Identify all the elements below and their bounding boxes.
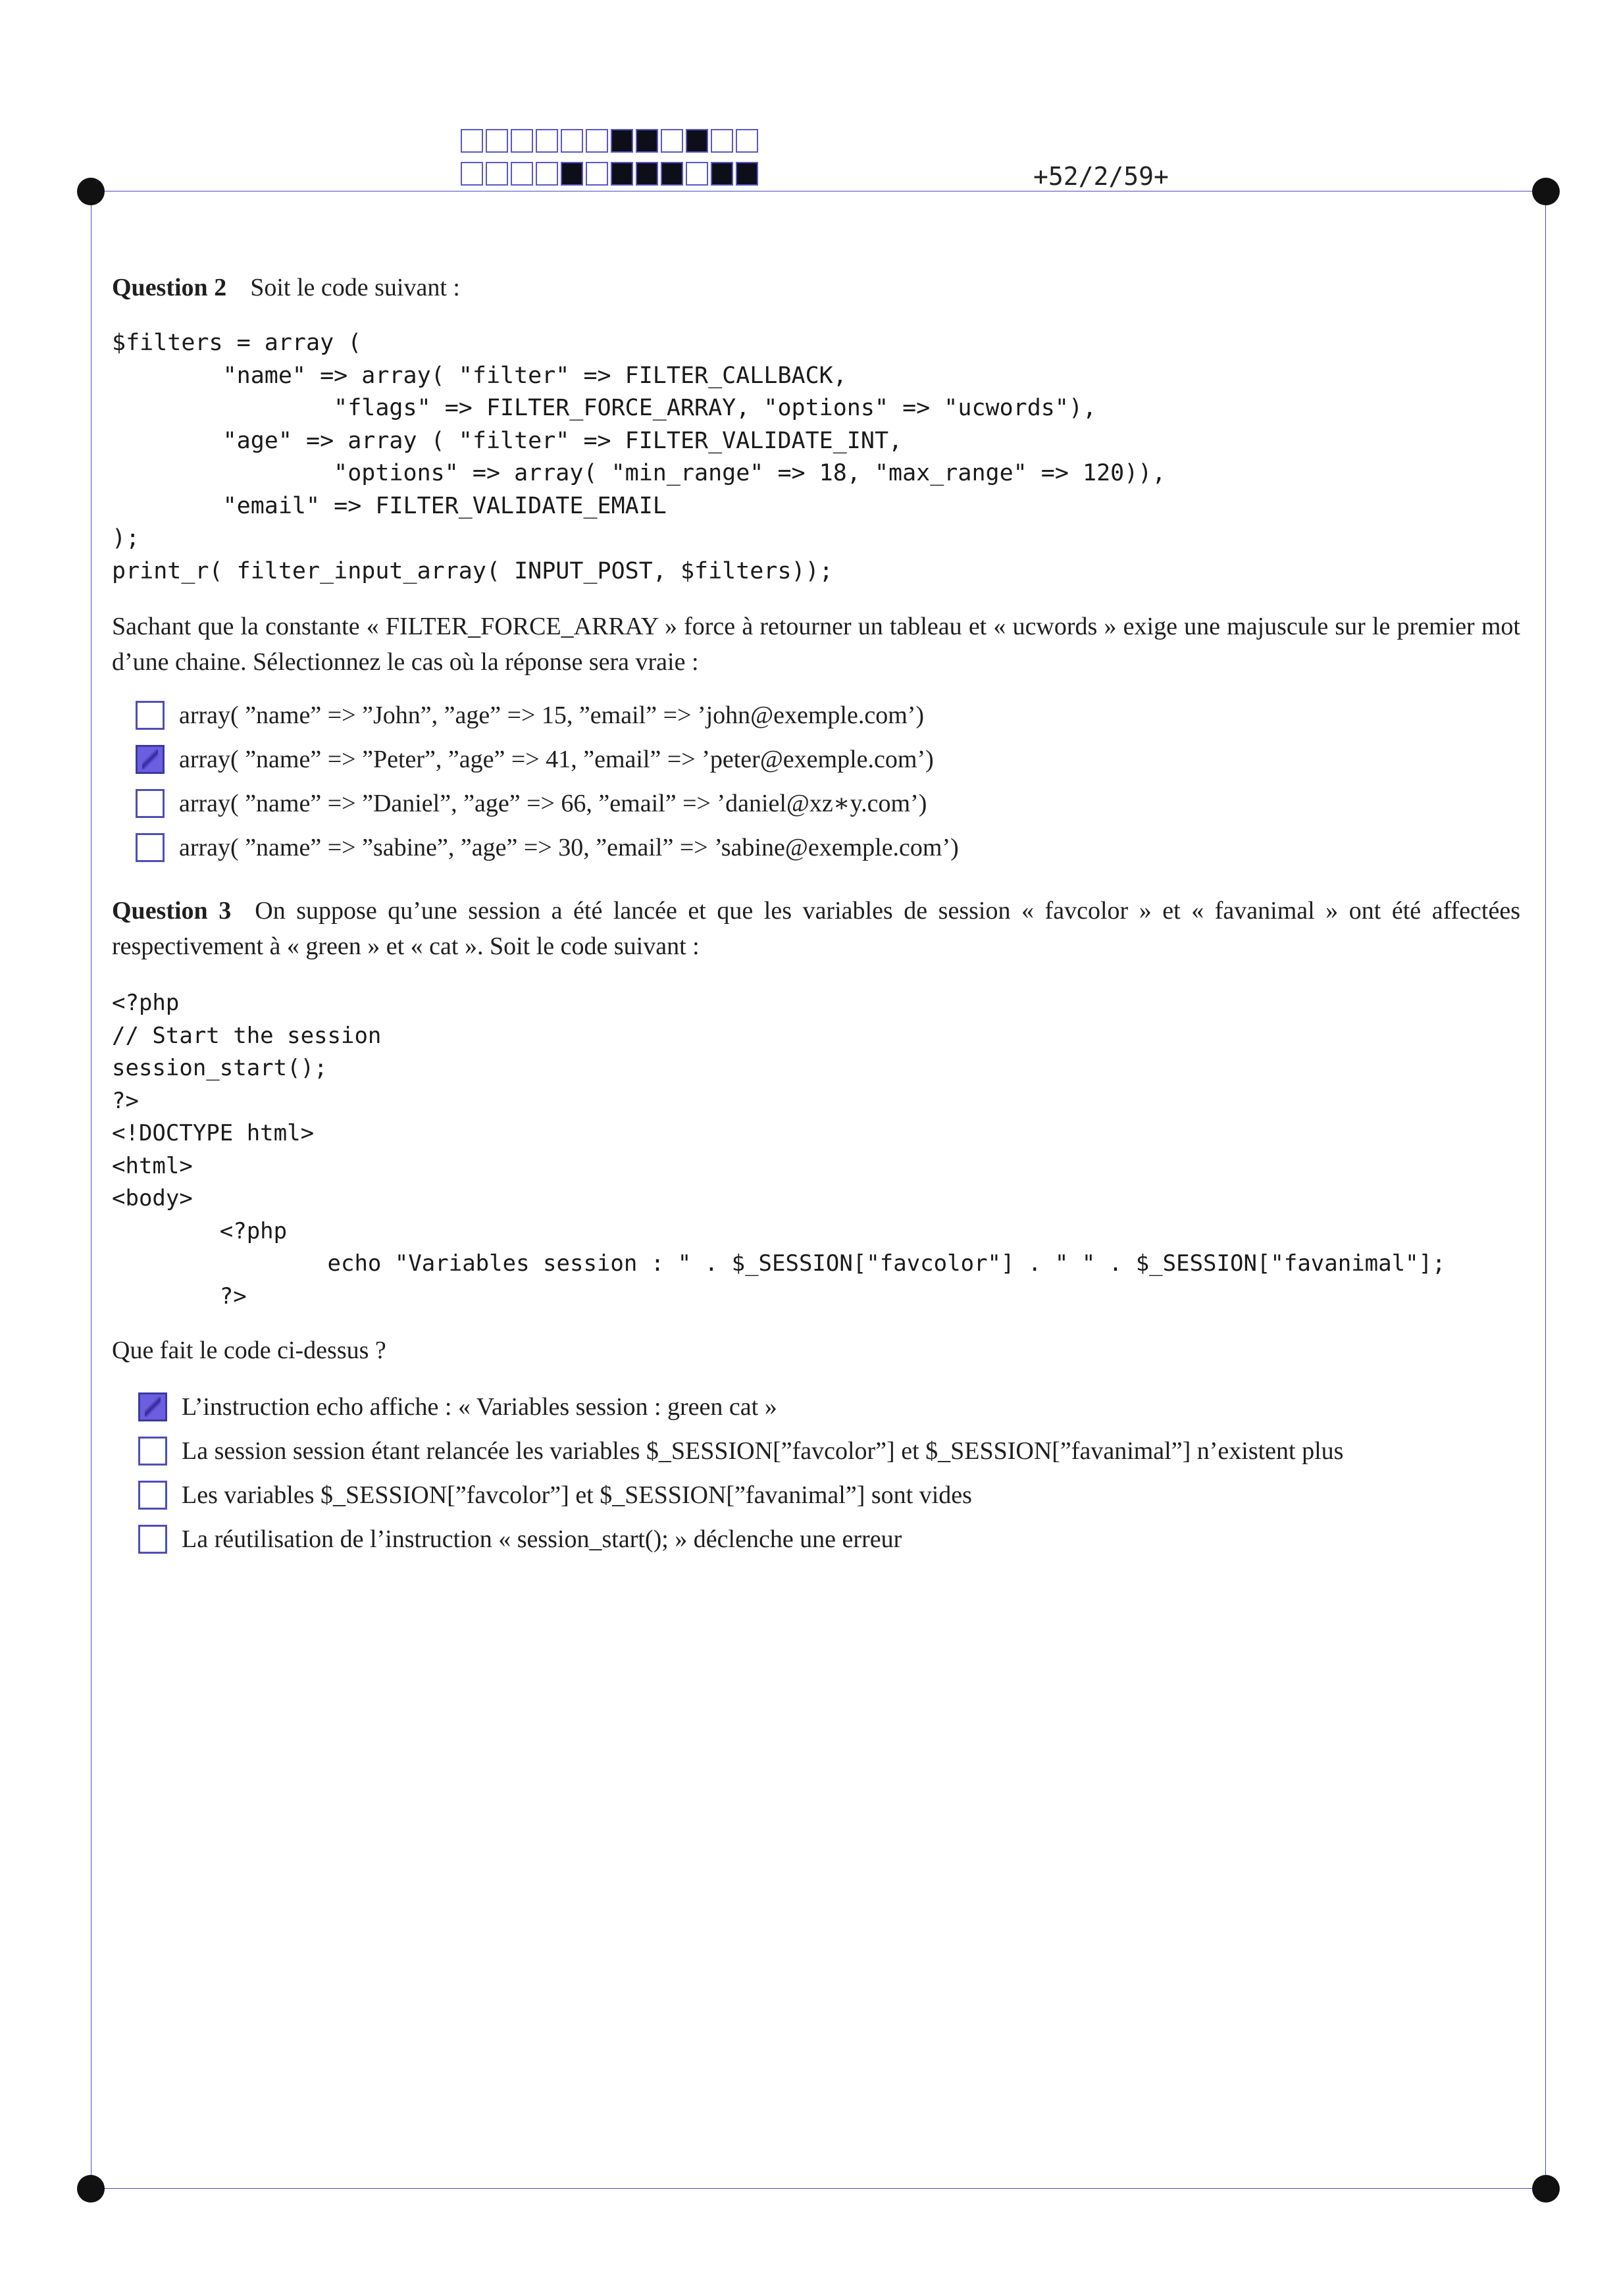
option-text: Les variables $_SESSION[”favcolor”] et $_SESSION[”favanimal”] sont vides <box>182 1481 972 1509</box>
code-cell-empty <box>661 129 683 153</box>
question-2-options <box>136 693 959 869</box>
question-2-option[interactable] <box>136 781 959 825</box>
registration-mark-bottom-left <box>77 2175 105 2203</box>
code-cell-empty <box>686 162 708 186</box>
code-cell-filled <box>561 162 583 186</box>
code-cell-filled <box>736 162 758 186</box>
question-3-prompt: On suppose qu’une session a été lancée et que les variables de session « favcolor » et « favanimal » ont été affectées respectivement à « green » et « cat ». Soit le code suivant : <box>112 897 1521 960</box>
code-cell-empty <box>461 162 483 186</box>
answer-checkbox-checked[interactable] <box>136 745 165 774</box>
answer-checkbox[interactable] <box>136 789 165 818</box>
question-3-label: Question 3 <box>112 897 232 925</box>
question-3-option[interactable] <box>138 1517 1343 1561</box>
code-cell-filled <box>636 129 658 153</box>
code-cell-empty <box>711 129 733 153</box>
code-cell-empty <box>486 162 508 186</box>
code-cell-filled <box>611 129 633 153</box>
answer-checkbox[interactable] <box>138 1525 167 1554</box>
question-2-option[interactable] <box>136 825 959 869</box>
question-2-heading <box>112 270 1520 305</box>
code-cell-empty <box>511 162 533 186</box>
registration-mark-top-left <box>77 178 105 205</box>
option-text: array( ”name” => ”sabine”, ”age” => 30, ”email” => ’sabine@exemple.com’) <box>179 833 959 861</box>
question-2-label: Question 2 <box>112 274 227 301</box>
question-2-option[interactable] <box>136 693 959 737</box>
answer-checkbox[interactable] <box>138 1437 167 1466</box>
code-cell-empty <box>461 129 483 153</box>
code-cell-empty <box>536 162 558 186</box>
student-code-row-2 <box>461 162 761 186</box>
question-3-heading <box>112 893 1520 964</box>
answer-checkbox[interactable] <box>136 701 165 730</box>
code-cell-empty <box>511 129 533 153</box>
registration-mark-top-right <box>1532 178 1560 205</box>
code-cell-empty <box>486 129 508 153</box>
code-cell-filled <box>661 162 683 186</box>
code-cell-filled <box>611 162 633 186</box>
question-3-option[interactable] <box>138 1473 1343 1517</box>
code-cell-filled <box>686 129 708 153</box>
question-2-code: $filters = array ( "name" => array( "filter" => FILTER_CALLBACK, "flags" => FILTER_FORCE_ARRAY, "options" => "ucwords"), "age" => array ( "filter" => FILTER_VALIDATE_INT, "options" => array( "min_range" => 18, "max_range" => 120)), "email" => FILTER_VALIDATE_EMAIL ); print_r( filter_input_array( INPUT_POST, $filters)); <box>112 330 1166 584</box>
student-code-row-1 <box>461 129 761 153</box>
question-3-option[interactable] <box>138 1429 1343 1473</box>
code-cell-empty <box>586 129 608 153</box>
answer-checkbox[interactable] <box>136 833 165 862</box>
page-identifier: +52/2/59+ <box>1033 162 1169 191</box>
option-text: La réutilisation de l’instruction « session_start(); » déclenche une erreur <box>182 1525 902 1553</box>
answer-checkbox-checked[interactable] <box>138 1392 167 1421</box>
question-3-option[interactable] <box>138 1385 1343 1429</box>
question-2-explanation: Sachant que la constante « FILTER_FORCE_ARRAY » force à retourner un tableau et « ucwords » exige une majuscule sur le premier mot d’une chaine. Sélectionnez le cas où la réponse sera vraie : <box>112 613 1520 676</box>
question-3-question: Que fait le code ci-dessus ? <box>112 1337 386 1364</box>
registration-mark-bottom-right <box>1532 2175 1560 2203</box>
answer-checkbox[interactable] <box>138 1481 167 1510</box>
code-cell-filled <box>711 162 733 186</box>
question-3-options <box>138 1385 1343 1561</box>
option-text: array( ”name” => ”Daniel”, ”age” => 66, ”email” => ’daniel@xz∗y.com’) <box>179 790 927 817</box>
code-cell-empty <box>586 162 608 186</box>
option-text: array( ”name” => ”John”, ”age” => 15, ”email” => ’john@exemple.com’) <box>179 701 925 729</box>
option-text: L’instruction echo affiche : « Variables session : green cat » <box>182 1392 777 1421</box>
code-cell-empty <box>736 129 758 153</box>
code-cell-empty <box>561 129 583 153</box>
question-3-code: <?php // Start the session session_start(); ?> <!DOCTYPE html> <html> <body> <?php echo "Variables session : " . $_SESSION["favcolor"] . " " . $_SESSION["favanimal"]; ?> <box>112 990 1446 1310</box>
question-2-option[interactable] <box>136 737 959 781</box>
question-2-prompt: Soit le code suivant : <box>250 274 460 301</box>
code-cell-empty <box>536 129 558 153</box>
code-cell-filled <box>636 162 658 186</box>
option-text: La session session étant relancée les variables $_SESSION[”favcolor”] et $_SESSION[”favanimal”] n’existent plus <box>182 1437 1344 1465</box>
option-text: array( ”name” => ”Peter”, ”age” => 41, ”email” => ’peter@exemple.com’) <box>179 745 934 773</box>
